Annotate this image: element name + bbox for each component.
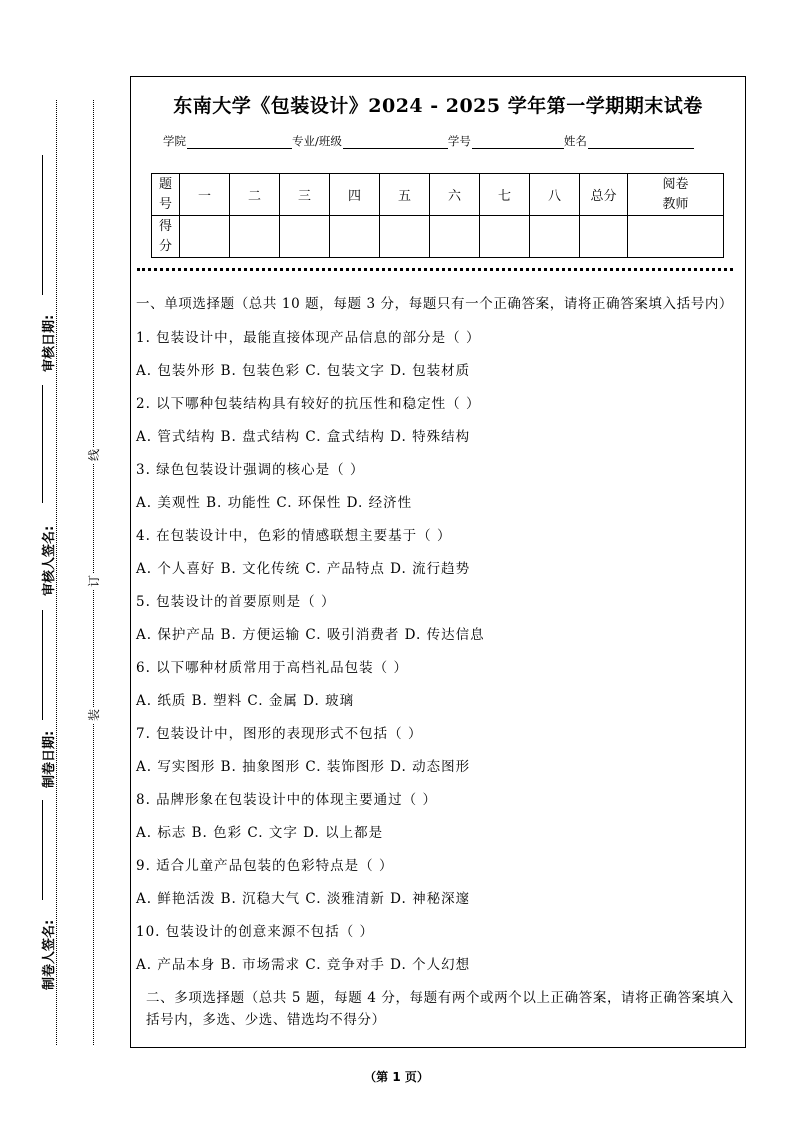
question-stem: 10. 包装设计的创意来源不包括（ ） xyxy=(136,924,375,940)
field-label-id: 学号 xyxy=(447,134,471,148)
maker-sign-label: 制卷人签名: xyxy=(42,919,57,990)
question-options: A. 产品本身 B. 市场需求 C. 竞争对手 D. 个人幻想 xyxy=(136,957,471,973)
score-col-6: 六 xyxy=(430,174,480,216)
question-options: A. 保护产品 B. 方便运输 C. 吸引消费者 D. 传达信息 xyxy=(136,627,485,643)
score-table xyxy=(151,173,724,258)
reviewer-date-line[interactable] xyxy=(42,155,43,295)
page-number: （第 1 页） xyxy=(364,1070,429,1084)
score-col-1: 一 xyxy=(180,174,230,216)
binding-char-line: 线 xyxy=(87,449,101,462)
score-col-7: 七 xyxy=(480,174,530,216)
score-cell[interactable] xyxy=(530,216,580,258)
exam-title: 东南大学《包装设计》2024 - 2025 学年第一学期期末试卷 xyxy=(173,95,703,117)
question-stem: 3. 绿色包装设计强调的核心是（ ） xyxy=(136,462,365,478)
question-options: A. 个人喜好 B. 文化传统 C. 产品特点 D. 流行趋势 xyxy=(136,561,471,577)
field-label-name: 姓名 xyxy=(563,134,587,148)
exam-frame xyxy=(130,76,746,1048)
student-info-row xyxy=(163,133,694,149)
score-col-5: 五 xyxy=(380,174,430,216)
score-col-total: 总分 xyxy=(580,174,628,216)
question-options: A. 包装外形 B. 包装色彩 C. 包装文字 D. 包装材质 xyxy=(136,363,471,379)
score-cell[interactable] xyxy=(480,216,530,258)
score-row-label: 得 分 xyxy=(152,216,180,258)
score-cell-grader[interactable] xyxy=(628,216,724,258)
maker-date-line[interactable] xyxy=(42,610,43,720)
student-id-input[interactable] xyxy=(472,135,564,149)
major-class-input[interactable] xyxy=(343,135,448,149)
section-divider xyxy=(137,268,733,271)
college-input[interactable] xyxy=(187,135,292,149)
name-input[interactable] xyxy=(588,135,694,149)
maker-date-label: 制卷日期: xyxy=(42,730,57,788)
question-stem: 1. 包装设计中，最能直接体现产品信息的部分是（ ） xyxy=(136,330,481,346)
question-stem: 2. 以下哪种包装结构具有较好的抗压性和稳定性（ ） xyxy=(136,396,481,412)
question-options: A. 管式结构 B. 盘式结构 C. 盒式结构 D. 特殊结构 xyxy=(136,429,471,445)
binding-margin xyxy=(0,0,120,1122)
question-options: A. 写实图形 B. 抽象图形 C. 装饰图形 D. 动态图形 xyxy=(136,759,471,775)
score-col-2: 二 xyxy=(230,174,280,216)
reviewer-date-label: 审核日期: xyxy=(42,314,57,372)
question-stem: 5. 包装设计的首要原则是（ ） xyxy=(136,594,336,610)
field-label-college: 学院 xyxy=(163,134,186,148)
maker-sign-line[interactable] xyxy=(42,800,43,900)
score-col-4: 四 xyxy=(330,174,380,216)
question-stem: 8. 品牌形象在包装设计中的体现主要通过（ ） xyxy=(136,792,437,808)
field-label-major: 专业/班级 xyxy=(292,134,342,148)
question-options: A. 美观性 B. 功能性 C. 环保性 D. 经济性 xyxy=(136,495,413,511)
exam-content xyxy=(136,293,742,1031)
question-stem: 6. 以下哪种材质常用于高档礼品包装（ ） xyxy=(136,660,408,676)
score-col-8: 八 xyxy=(530,174,580,216)
score-cell[interactable] xyxy=(330,216,380,258)
score-cell-total[interactable] xyxy=(580,216,628,258)
score-cell[interactable] xyxy=(230,216,280,258)
reviewer-sign-line[interactable] xyxy=(42,385,43,503)
section2-heading: 二、多项选择题（总共 5 题，每题 4 分，每题有两个或两个以上正确答案，请将正确答案填入括号内，多选、少选、错选均不得分） xyxy=(146,990,734,1028)
binding-char-bind: 订 xyxy=(87,575,101,588)
score-table-header-row xyxy=(152,174,724,216)
score-cell[interactable] xyxy=(280,216,330,258)
question-options: A. 标志 B. 色彩 C. 文字 D. 以上都是 xyxy=(136,825,384,841)
reviewer-sign-label: 审核人签名: xyxy=(42,525,57,596)
score-col-grader: 阅卷 教师 xyxy=(628,174,724,216)
question-stem: 7. 包装设计中，图形的表现形式不包括（ ） xyxy=(136,726,423,742)
score-header-label: 题 号 xyxy=(152,174,180,216)
question-options: A. 鲜艳活泼 B. 沉稳大气 C. 淡雅清新 D. 神秘深邃 xyxy=(136,891,471,907)
question-stem: 9. 适合儿童产品包装的色彩特点是（ ） xyxy=(136,858,394,874)
section1-heading: 一、单项选择题（总共 10 题，每题 3 分，每题只有一个正确答案，请将正确答案填入括号内） xyxy=(136,296,734,312)
question-list xyxy=(136,327,742,987)
question-options: A. 纸质 B. 塑料 C. 金属 D. 玻璃 xyxy=(136,693,355,709)
binding-char-pack: 装 xyxy=(87,709,101,722)
score-cell[interactable] xyxy=(180,216,230,258)
question-stem: 4. 在包装设计中，色彩的情感联想主要基于（ ） xyxy=(136,528,452,544)
score-cell[interactable] xyxy=(380,216,430,258)
score-cell[interactable] xyxy=(430,216,480,258)
score-table-score-row xyxy=(152,216,724,258)
score-col-3: 三 xyxy=(280,174,330,216)
